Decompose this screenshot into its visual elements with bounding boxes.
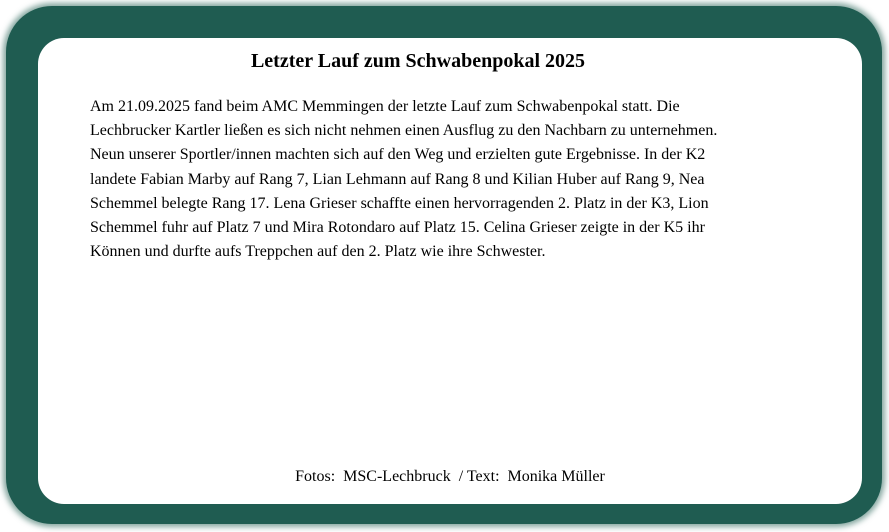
article-credits: Fotos: MSC-Lechbruck / Text: Monika Müller: [295, 468, 605, 485]
article-card: [38, 38, 862, 504]
article-title: Letzter Lauf zum Schwabenpokal 2025: [250, 50, 586, 72]
article-frame: [6, 6, 882, 524]
article-body: Am 21.09.2025 fand beim AMC Memmingen der letzte Lauf zum Schwabenpokal statt. Die Lechbrucker Kartler ließen es sich nicht nehmen einen Ausflug zu den Nachbarn zu unternehmen. Neun unserer Sportler/innen machten sich auf den Weg und erzielten gute Ergebnisse. In der K2 landete Fabian Marby auf Rang 7, Lian Lehmann auf Rang 8 und Kilian Huber auf Rang 9, Nea Schemmel belegte Rang 17. Lena Grieser schaffte einen hervorragenden 2. Platz in der K3, Lion Schemmel fuhr auf Platz 7 und Mira Rotondaro auf Platz 15. Celina Grieser zeigte in der K5 ihr Können und durfte aufs Treppchen auf den 2. Platz wie ihre Schwester.: [90, 98, 718, 261]
